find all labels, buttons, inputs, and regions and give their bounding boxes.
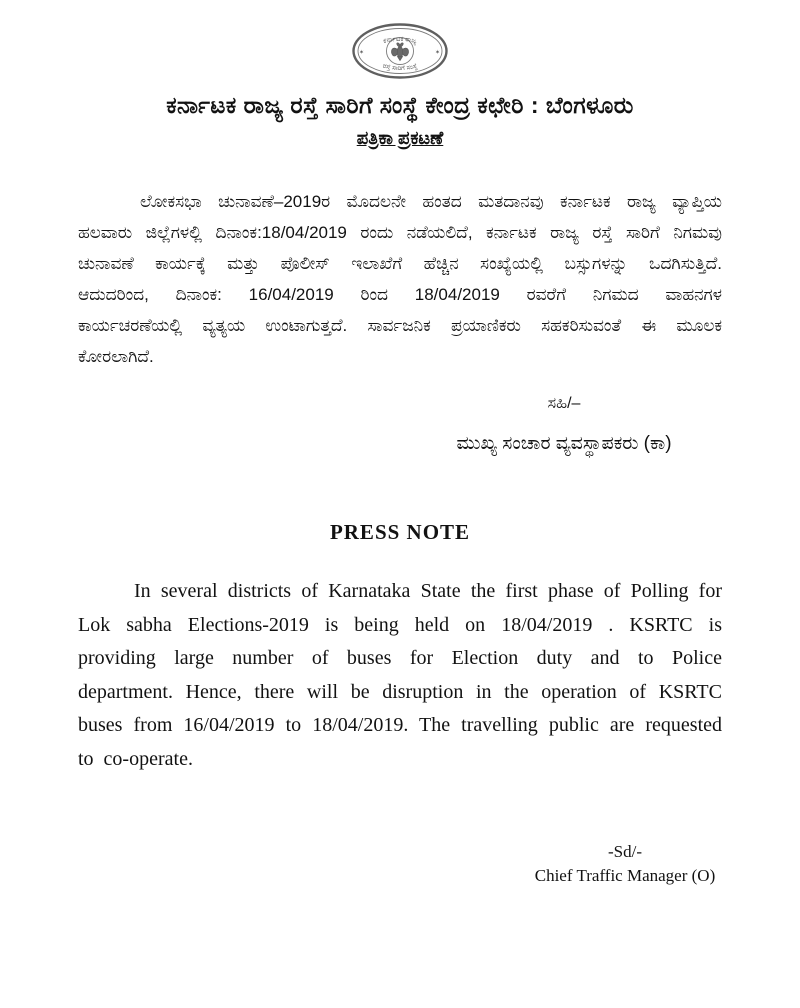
press-release-subtitle: ಪತ್ರಿಕಾ ಪ್ರಕಟಣೆ xyxy=(356,128,444,148)
seal-right-star-icon: ✶ xyxy=(435,50,441,56)
kannada-signatory-title: ಮುಖ್ಯ ಸಂಚಾರ ವ್ಯವಸ್ಥಾಪಕರು (ಕಾ) xyxy=(456,433,672,454)
kannada-signature-block xyxy=(423,395,705,456)
english-body-paragraph: In several districts of Karnataka State the first phase of Polling for Lok sabha Elections-2019 is being held on 18/04/2019 . KSRTC is providing large number of buses for Election duty and to Police department. Hence, there will be disruption in the operation of KSRTC buses from 16/04/2019 to 18/04/2019. The travelling public are requested to co-operate. xyxy=(78,580,722,770)
seal-top-text: ಕರ್ನಾಟಕ ರಾಜ್ಯ xyxy=(382,35,418,46)
svg-text:ರಸ್ತೆ ಸಾರಿಗೆ ಸಂಸ್ಥೆ xyxy=(382,63,419,72)
org-title: ಕರ್ನಾಟಕ ರಾಜ್ಯ ರಸ್ತೆ ಸಾರಿಗೆ ಸಂಸ್ಥೆ ಕೇಂದ್ರ ಕಛೇರಿ : ಬೆಂಗಳೂರು xyxy=(166,92,634,118)
english-signed-label: -Sd/- xyxy=(608,842,642,861)
svg-text:ಕರ್ನಾಟಕ ರಾಜ್ಯ xyxy=(382,36,417,46)
seal-bottom-text: ರಸ್ತೆ ಸಾರಿಗೆ ಸಂಸ್ಥೆ xyxy=(381,62,419,73)
ksrtc-seal-icon xyxy=(350,22,450,80)
ksrtc-seal-logo xyxy=(78,22,722,80)
press-note-heading: PRESS NOTE xyxy=(329,520,471,544)
english-signature-block xyxy=(520,840,730,888)
kannada-signed-label: ಸಹಿ/– xyxy=(547,395,581,412)
english-signatory-title: Chief Traffic Manager (O) xyxy=(534,866,716,885)
kannada-body-paragraph: ಲೋಕಸಭಾ ಚುನಾವಣೆ–2019ರ ಮೊದಲನೇ ಹಂತದ ಮತದಾನವು ಕರ್ನಾಟಕ ರಾಜ್ಯ ವ್ಯಾಪ್ತಿಯ ಹಲವಾರು ಜಿಲ್ಲೆಗಳಲ್ಲಿ ದಿನಾಂಕ:18/04/2019 ರಂದು ನಡೆಯಲಿದೆ, ಕರ್ನಾಟಕ ರಾಜ್ಯ ರಸ್ತೆ ಸಾರಿಗೆ ನಿಗಮವು ಚುನಾವಣೆ ಕಾರ್ಯಕ್ಕೆ ಮತ್ತು ಪೊಲೀಸ್ ಇಲಾಖೆಗೆ ಹೆಚ್ಚಿನ ಸಂಖ್ಯೆಯಲ್ಲಿ ಬಸ್ಸುಗಳನ್ನು ಒದಗಿಸುತ್ತಿದೆ. ಆದುದರಿಂದ, ದಿನಾಂಕ: 16/04/2019 ರಿಂದ 18/04/2019 ರವರೆಗೆ ನಿಗಮದ ವಾಹನಗಳ ಕಾರ್ಯಚರಣೆಯಲ್ಲಿ ವ್ಯತ್ಯಯ ಉಂಟಾಗುತ್ತದೆ. ಸಾರ್ವಜನಿಕ ಪ್ರಯಾಣಿಕರು ಸಹಕರಿಸುವಂತೆ ಈ ಮೂಲಕ ಕೋರಲಾಗಿದೆ. xyxy=(78,192,722,366)
seal-left-star-icon: ✶ xyxy=(359,50,365,56)
press-release-subtitle-row xyxy=(78,126,722,150)
gandaberunda-emblem-icon xyxy=(391,43,408,61)
